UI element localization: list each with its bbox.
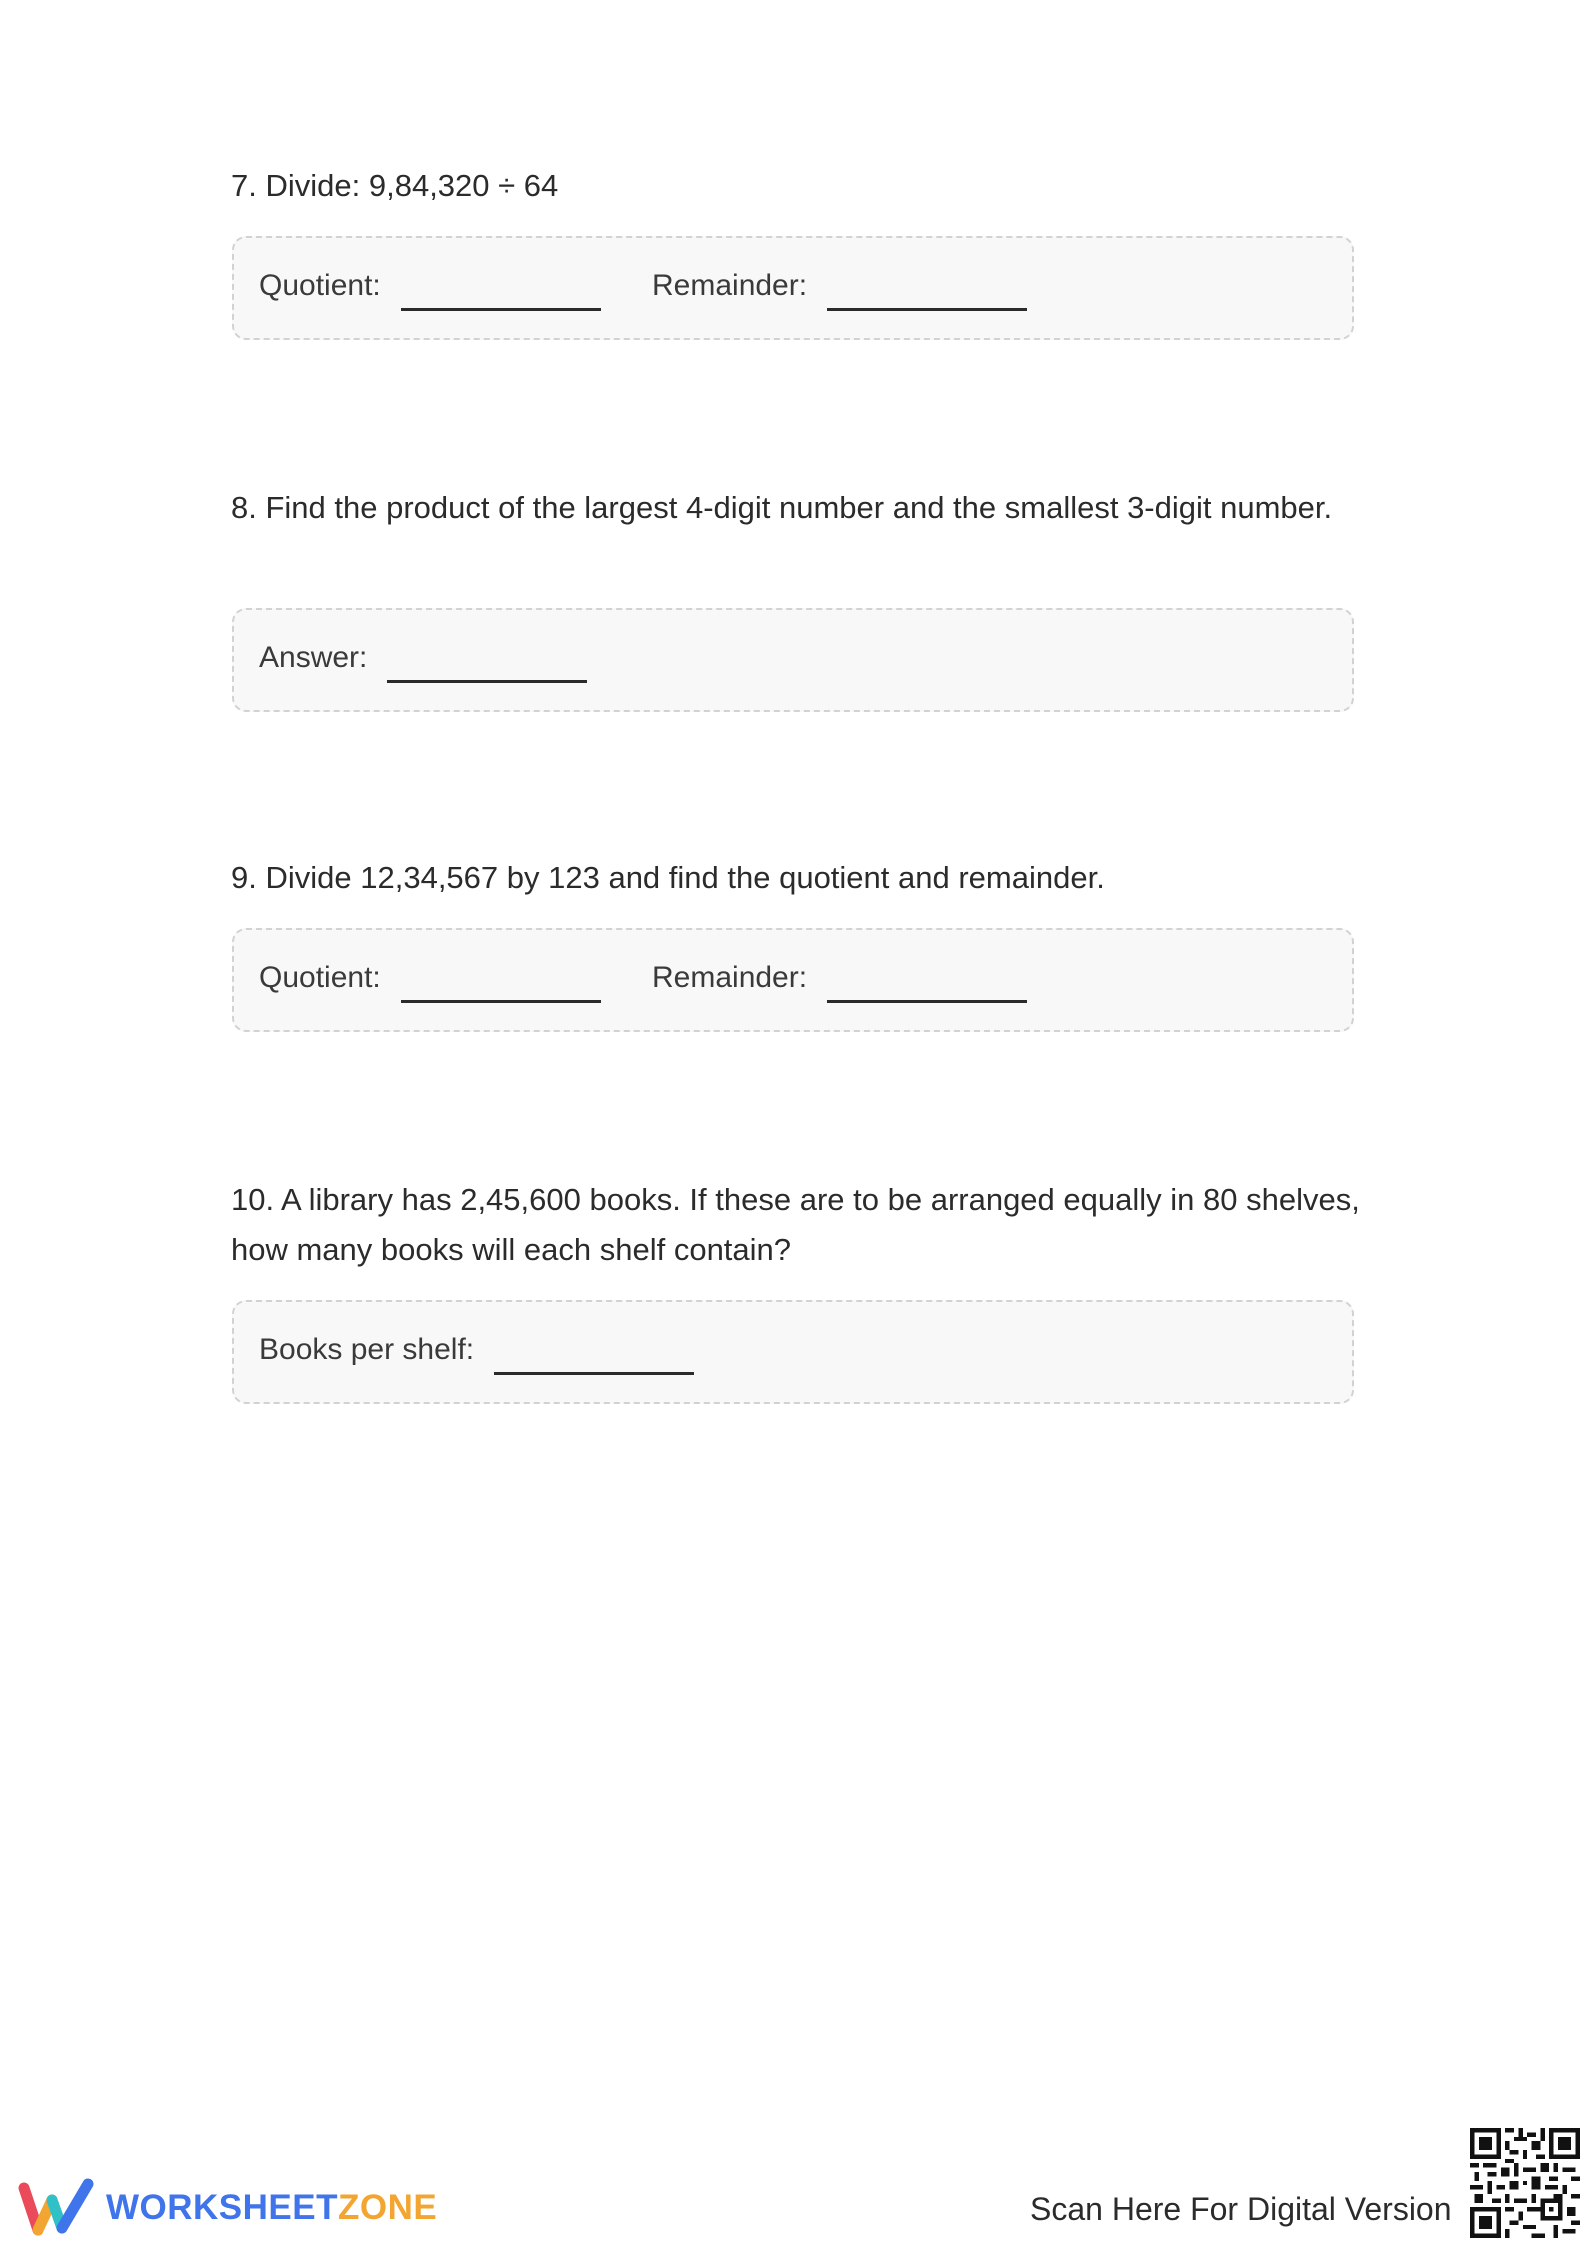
question-text: Find the product of the largest 4-digit number and the smallest 3-digit number. [265, 490, 1333, 525]
question-9 [231, 853, 1361, 903]
answer-box-10 [232, 1300, 1354, 1404]
field-label: Remainder: [652, 961, 808, 994]
field-label: Remainder: [652, 269, 808, 302]
brand-part-1: WORKSHEET [106, 2188, 338, 2227]
w-logo-icon [18, 2178, 96, 2238]
quotient-field [259, 268, 601, 311]
question-text: A library has 2,45,600 books. If these are to be arranged equally in 80 shelves, how many books will each shelf contain? [231, 1182, 1360, 1267]
answer-box-7 [232, 236, 1354, 340]
field-label: Books per shelf: [259, 1333, 475, 1366]
answer-field [259, 640, 587, 683]
question-text: Divide 12,34,567 by 123 and find the quotient and remainder. [265, 860, 1105, 895]
quotient-field [259, 960, 601, 1003]
answer-blank[interactable] [387, 640, 587, 683]
question-number: 7. [231, 168, 257, 203]
books-per-shelf-field [259, 1332, 694, 1375]
books-per-shelf-blank[interactable] [494, 1332, 694, 1375]
worksheetzone-logo[interactable] [18, 2178, 437, 2238]
remainder-blank[interactable] [827, 960, 1027, 1003]
question-10 [231, 1175, 1361, 1275]
answer-box-8 [232, 608, 1354, 712]
remainder-field [652, 960, 1027, 1003]
field-label: Quotient: [259, 269, 381, 302]
field-label: Answer: [259, 641, 368, 674]
remainder-field [652, 268, 1027, 311]
question-text: Divide: 9,84,320 ÷ 64 [265, 168, 559, 203]
remainder-blank[interactable] [827, 268, 1027, 311]
question-8 [231, 483, 1361, 533]
question-number: 8. [231, 490, 257, 525]
quotient-blank[interactable] [401, 268, 601, 311]
field-label: Quotient: [259, 961, 381, 994]
question-number: 10. [231, 1182, 275, 1217]
brand-name [106, 2188, 437, 2228]
quotient-blank[interactable] [401, 960, 601, 1003]
question-7 [231, 161, 1361, 211]
question-number: 9. [231, 860, 257, 895]
brand-part-2: ZONE [338, 2188, 438, 2227]
answer-box-9 [232, 928, 1354, 1032]
qr-code-icon[interactable] [1470, 2128, 1580, 2238]
scan-label: Scan Here For Digital Version [1030, 2191, 1452, 2227]
